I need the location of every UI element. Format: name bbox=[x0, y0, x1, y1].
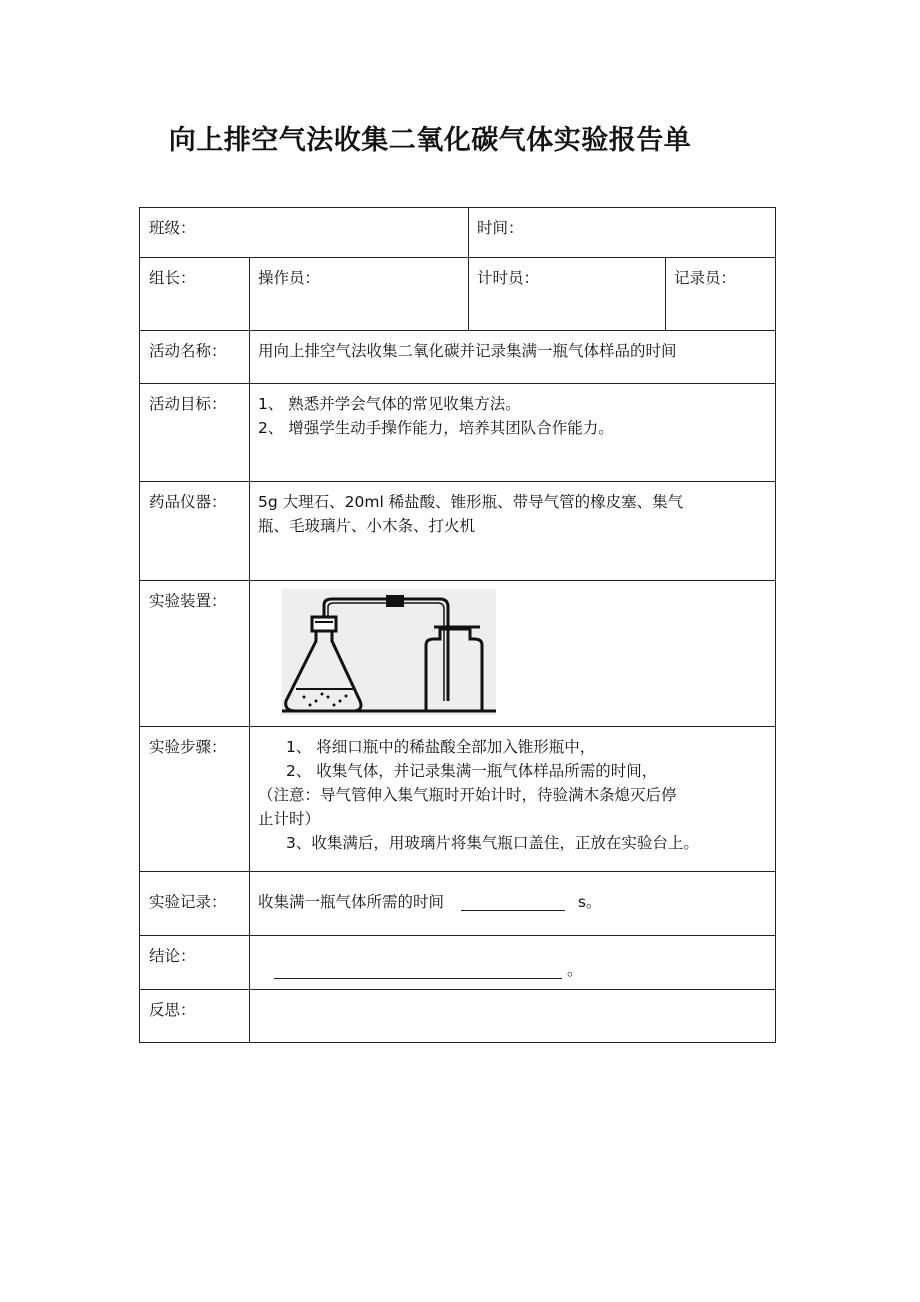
goal-item: 1、 熟悉并学会气体的常见收集方法。 bbox=[258, 395, 521, 413]
reflection-cell[interactable] bbox=[250, 990, 776, 1043]
materials-label: 药品仪器： bbox=[140, 482, 250, 581]
apparatus-cell bbox=[250, 581, 776, 727]
step-line: 1、 将细口瓶中的稀盐酸全部加入锥形瓶中， bbox=[286, 738, 596, 756]
recorder-cell[interactable] bbox=[666, 258, 776, 331]
tube-connector bbox=[386, 595, 404, 607]
apparatus-label: 实验装置： bbox=[140, 581, 250, 727]
class-label: 班级： bbox=[149, 219, 196, 237]
activity-name-label: 活动名称： bbox=[140, 331, 250, 384]
steps-cell bbox=[250, 727, 776, 872]
materials-line: 瓶、毛玻璃片、小木条、打火机 bbox=[258, 517, 476, 535]
activity-goal-label: 活动目标： bbox=[140, 384, 250, 482]
report-table bbox=[139, 207, 776, 1043]
record-label: 实验记录： bbox=[140, 872, 250, 936]
leader-cell[interactable] bbox=[140, 258, 250, 331]
conclusion-blank[interactable] bbox=[274, 962, 562, 979]
operator-label: 操作员： bbox=[258, 269, 321, 287]
record-text: 收集满一瓶气体所需的时间 bbox=[258, 892, 445, 911]
conclusion-cell bbox=[250, 936, 776, 990]
record-unit: s。 bbox=[577, 892, 602, 911]
timer-cell[interactable] bbox=[469, 258, 666, 331]
step-note: （注意：导气管伸入集气瓶时开始计时，待验满木条熄灭后停 bbox=[258, 786, 677, 804]
operator-cell[interactable] bbox=[250, 258, 469, 331]
time-cell[interactable] bbox=[469, 208, 776, 258]
steps-label: 实验步骤： bbox=[140, 727, 250, 872]
diagram-background bbox=[282, 589, 496, 715]
materials-line: 5g 大理石、20ml 稀盐酸、锥形瓶、带导气管的橡皮塞、集气 bbox=[258, 493, 684, 511]
recorder-label: 记录员： bbox=[674, 269, 737, 287]
timer-label: 计时员： bbox=[477, 269, 540, 287]
time-label: 时间： bbox=[477, 219, 524, 237]
record-time-blank[interactable] bbox=[461, 894, 565, 911]
goal-item: 2、 增强学生动手操作能力，培养其团队合作能力。 bbox=[258, 419, 614, 437]
page-title: 向上排空气法收集二氧化碳气体实验报告单 bbox=[168, 125, 692, 156]
step-note: 止计时） bbox=[258, 810, 321, 828]
materials-cell bbox=[250, 482, 776, 581]
activity-goal-cell bbox=[250, 384, 776, 482]
step-line: 2、 收集气体，并记录集满一瓶气体样品所需的时间， bbox=[286, 762, 658, 780]
class-cell[interactable] bbox=[140, 208, 469, 258]
step-line: 3、收集满后，用玻璃片将集气瓶口盖住，正放在实验台上。 bbox=[286, 834, 699, 852]
rubber-stopper bbox=[312, 617, 336, 631]
conclusion-label: 结论： bbox=[140, 936, 250, 990]
leader-label: 组长： bbox=[149, 269, 196, 287]
record-cell bbox=[250, 872, 776, 936]
activity-name-value: 用向上排空气法收集二氧化碳并记录集满一瓶气体样品的时间 bbox=[250, 331, 776, 384]
conclusion-end: 。 bbox=[566, 961, 583, 979]
apparatus-diagram bbox=[282, 589, 496, 715]
reflection-label: 反思： bbox=[140, 990, 250, 1043]
